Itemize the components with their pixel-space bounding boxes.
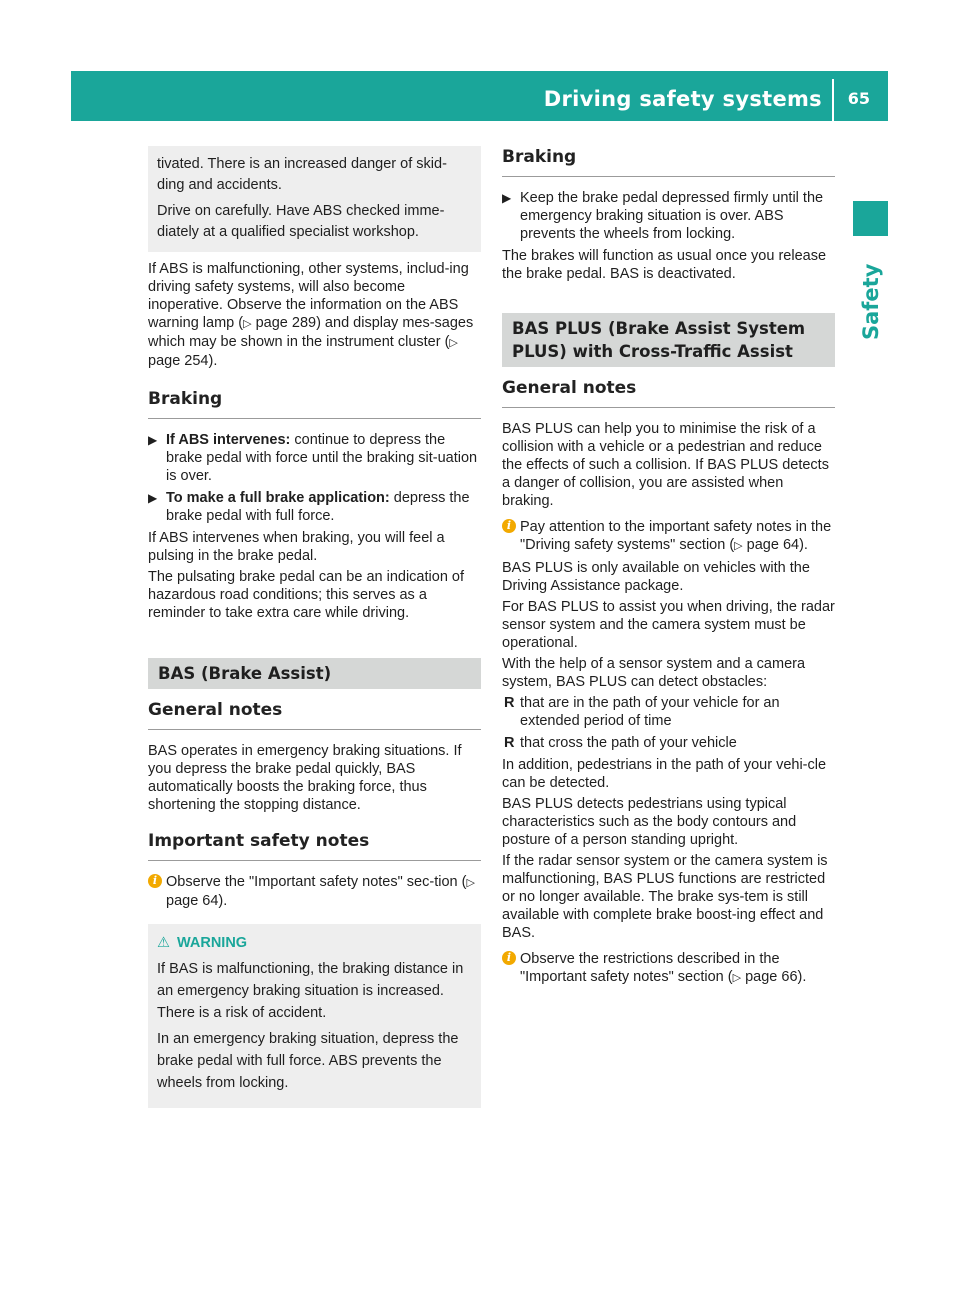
side-tab-label: Safety <box>859 263 883 340</box>
paragraph: If the radar sensor system or the camera system is malfunctioning, BAS PLUS functions are restricted or no longer available. The brake sys-tem is still available with complete brake boost-ing effect and BAS. <box>502 853 828 941</box>
paragraph: For BAS PLUS to assist you when driving, the radar sensor system and the camera system must be operational. <box>502 599 835 651</box>
page-link[interactable]: page 64 <box>166 893 219 909</box>
info-icon: i <box>502 951 516 965</box>
page-link[interactable]: page 66 <box>745 969 798 985</box>
warning-title: ⚠ WARNING <box>157 932 472 954</box>
braking-heading: Braking <box>502 146 835 177</box>
list-item: R that are in the path of your vehicle for an extended period of time <box>504 695 780 729</box>
header-divider <box>832 79 834 121</box>
section-band-bas: BAS (Brake Assist) <box>148 658 481 689</box>
warning-text: In an emergency braking situation, depress the brake pedal with full force. ABS prevents the wheels from locking. <box>157 1031 459 1091</box>
info-note: i Pay attention to the important safety notes in the "Driving safety systems" section (▷ page 64). <box>502 518 835 555</box>
page-ref-arrow-icon: ▷ <box>466 877 475 889</box>
safety-notes-heading: Important safety notes <box>148 830 481 861</box>
info-note: i Observe the "Important safety notes" sec-tion (▷ page 64). <box>148 873 481 910</box>
header-bar <box>71 71 888 121</box>
page-ref-arrow-icon: ▷ <box>732 972 742 984</box>
page-ref-arrow-icon: ▷ <box>449 337 458 349</box>
paragraph: With the help of a sensor system and a camera system, BAS PLUS can detect obstacles: <box>502 656 806 690</box>
paragraph: BAS PLUS is only available on vehicles with the Driving Assistance package. <box>502 560 810 594</box>
info-icon: i <box>148 874 162 888</box>
instruction-step: ▶ If ABS intervenes: continue to depress the brake pedal with force until the braking sit-uation is over. <box>148 432 478 484</box>
paragraph: The pulsating brake pedal can be an indication of hazardous road conditions; this serves as a reminder to take extra care while driving. <box>148 569 464 621</box>
braking-heading: Braking <box>148 388 481 419</box>
step-arrow-icon: ▶ <box>502 191 512 205</box>
warning-text: If BAS is malfunctioning, the braking distance in an emergency braking situation is increased. There is a risk of accident. <box>157 961 464 1021</box>
page-ref-arrow-icon: ▷ <box>243 318 252 330</box>
bullet-icon: R <box>504 695 515 711</box>
paragraph: In addition, pedestrians in the path of your vehi-cle can be detected. <box>502 757 827 791</box>
right-column <box>502 146 835 991</box>
page-link[interactable]: page 64 <box>746 537 800 553</box>
instruction-step: ▶ Keep the brake pedal depressed firmly until the emergency braking situation is over. ABS prevents the wheels from locking. <box>502 190 824 242</box>
page-link[interactable]: page 289 <box>255 315 317 331</box>
page-link[interactable]: page 254 <box>148 353 209 369</box>
paragraph: The brakes will function as usual once you release the brake pedal. BAS is deactivated. <box>502 248 827 282</box>
paragraph: BAS operates in emergency braking situations. If you depress the brake pedal quickly, BAS automatically boosts the braking force, thus shortening the stopping distance. <box>148 743 462 813</box>
paragraph: If ABS is malfunctioning, other systems, includ-ing driving safety systems, will also become inoperative. Observe the information on the ABS warning lamp (▷ page 289) and display mes-sages which may be shown in the instrument cluster (▷ page 254). <box>148 261 474 369</box>
warning-text: Drive on carefully. Have ABS checked imme-diately at a qualified specialist workshop. <box>157 203 445 240</box>
warning-box <box>148 924 481 1108</box>
page-ref-arrow-icon: ▷ <box>734 540 743 552</box>
section-band-bas-plus: BAS PLUS (Brake Assist System PLUS) with Cross-Traffic Assist <box>502 313 835 367</box>
warning-continuation <box>148 146 481 252</box>
paragraph: If ABS intervenes when braking, you will feel a pulsing in the brake pedal. <box>148 530 445 564</box>
list-item: R that cross the path of your vehicle <box>504 735 737 751</box>
page-number: 65 <box>847 89 870 108</box>
page-section-title: Driving safety systems <box>543 87 822 111</box>
warning-text: tivated. There is an increased danger of skid-ding and accidents. <box>157 156 447 193</box>
left-column <box>148 146 481 1108</box>
step-arrow-icon: ▶ <box>148 491 158 505</box>
step-arrow-icon: ▶ <box>148 433 158 447</box>
paragraph: BAS PLUS detects pedestrians using typical characteristics such as the body contours and posture of a person standing upright. <box>502 796 797 848</box>
info-icon: i <box>502 519 516 533</box>
warning-triangle-icon: ⚠ <box>157 935 170 951</box>
instruction-step: ▶ To make a full brake application: depress the brake pedal with full force. <box>148 490 470 524</box>
general-notes-heading: General notes <box>148 699 481 730</box>
general-notes-heading: General notes <box>502 377 835 408</box>
side-tab-marker <box>853 201 888 236</box>
bullet-icon: R <box>504 735 515 751</box>
paragraph: BAS PLUS can help you to minimise the risk of a collision with a vehicle or a pedestrian and reduce the effects of such a collision. If BAS PLUS detects a danger of collision, you are assisted when braking. <box>502 421 829 509</box>
info-note: i Observe the restrictions described in the "Important safety notes" section (▷ page 66). <box>502 950 835 987</box>
